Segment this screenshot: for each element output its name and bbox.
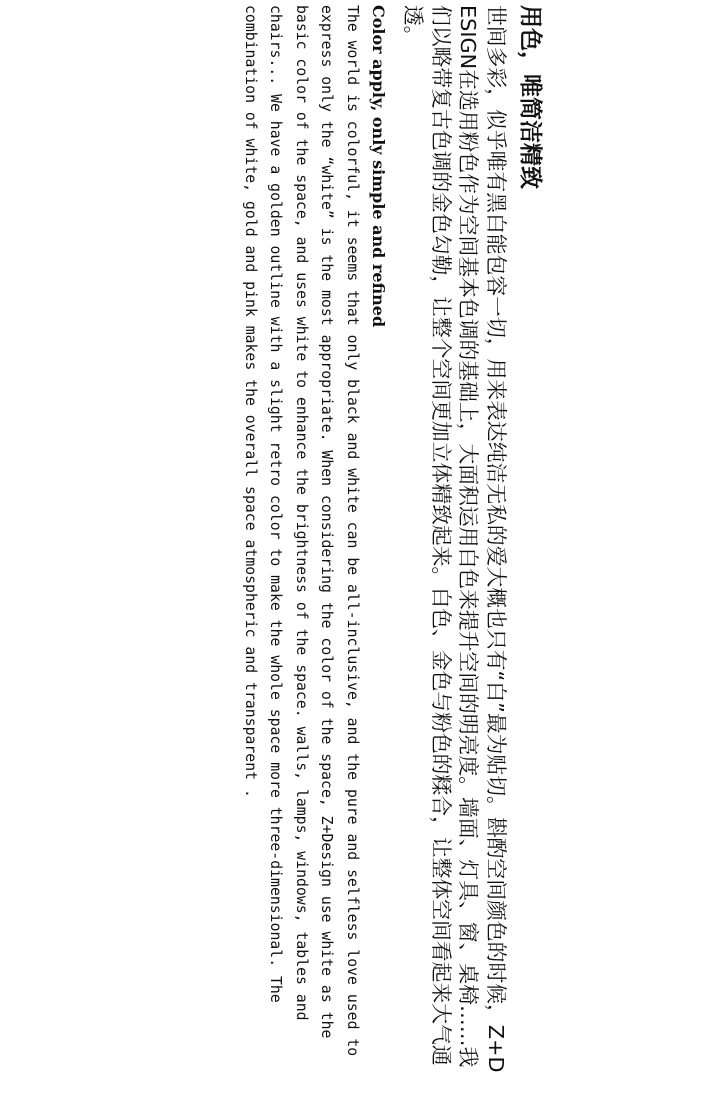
chinese-heading: 用色，唯简洁精致 xyxy=(517,5,543,189)
rotated-text-block xyxy=(5,5,545,1090)
english-heading: Color apply, only simple and refined xyxy=(369,5,388,328)
chinese-paragraph: 世间多彩，似乎唯有黑白能包容一切，用来表达纯洁无私的爱大概也只有“白”最为贴切。斟酌空间颜色的时候，Z+DESIGN在选用粉色作为空间基本色调的基础上，大面积运用白色来提升空间的明亮度。墙面、灯具、窗、桌椅……我们以略带复古色调的金色勾勒，让整个空间更加立体精致起来。白色、金色与粉色的糅合，让整体空间看起来大气通透。 xyxy=(401,5,508,1073)
english-paragraph: The world is colorful, it seems that only black and white can be all-inclusive, and the pure and selfless love used to express only the “white” is the most appropriate. When considering the color of the space, Z+Design use white as the basic color of the space, and uses white to enhance the brightness of the space. walls, lamps, windows, tables and chairs... We have a golden outline with a slight retro color to make the whole space more three-dimensional. The combination of white, gold and pink makes the overall space atmospheric and transparent . xyxy=(242,5,361,1057)
